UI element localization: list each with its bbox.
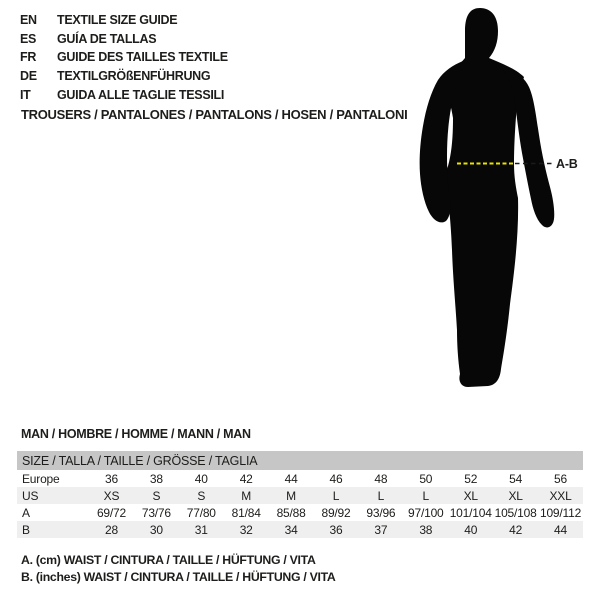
language-code: IT xyxy=(20,87,31,102)
size-cell: 85/88 xyxy=(276,505,306,520)
size-cell: 37 xyxy=(374,522,388,537)
language-row xyxy=(20,69,228,88)
size-cell: 48 xyxy=(374,471,388,486)
language-code: EN xyxy=(20,13,37,27)
table-row xyxy=(17,470,583,487)
footnote-inches: B. (inches) WAIST / CINTURA / TAILLE / HÜFTUNG / VITA xyxy=(21,569,336,584)
size-cell: 42 xyxy=(239,471,253,486)
size-cell: 54 xyxy=(509,471,523,486)
language-row xyxy=(20,88,228,107)
language-row xyxy=(20,13,228,32)
size-cell: 56 xyxy=(554,471,567,486)
size-cell: M xyxy=(286,488,296,503)
size-cell: M xyxy=(241,488,252,503)
size-cell: XL xyxy=(508,488,523,503)
size-cell: XS xyxy=(103,488,120,503)
language-code: ES xyxy=(20,31,37,46)
size-cell: L xyxy=(377,488,385,503)
size-cell: 81/84 xyxy=(231,505,261,520)
size-table xyxy=(17,451,583,538)
size-cell: L xyxy=(422,488,430,503)
size-cell: 46 xyxy=(329,471,343,486)
row-label: US xyxy=(22,488,39,503)
language-title: TEXTILE SIZE GUIDE xyxy=(57,13,178,27)
size-cell: 105/108 xyxy=(494,505,537,520)
size-cell: 40 xyxy=(194,471,208,486)
table-row xyxy=(17,487,583,504)
table-row xyxy=(17,504,583,521)
size-cell: 34 xyxy=(284,522,298,537)
size-cell: 32 xyxy=(239,522,253,537)
row-label: A xyxy=(22,505,30,520)
size-cell: 73/76 xyxy=(141,505,171,520)
category-title: TROUSERS / PANTALONES / PANTALONS / HOSEN / PANTALONI xyxy=(21,107,408,122)
size-cell: 93/96 xyxy=(366,505,396,520)
size-cell: 30 xyxy=(149,522,163,537)
language-title: GUÍA DE TALLAS xyxy=(57,31,157,46)
measure-label-ab: A-B xyxy=(556,157,578,171)
language-title: GUIDA ALLE TAGLIE TESSILI xyxy=(57,87,225,102)
size-cell: 42 xyxy=(509,522,523,537)
size-cell: XXL xyxy=(549,488,572,503)
language-title: TEXTILGRÖßENFÜHRUNG xyxy=(57,69,211,84)
size-cell: 101/104 xyxy=(449,505,492,520)
row-label: B xyxy=(22,522,30,537)
gender-heading: MAN / HOMBRE / HOMME / MANN / MAN xyxy=(21,427,251,441)
size-cell: 31 xyxy=(194,522,208,537)
row-label: Europe xyxy=(22,471,60,486)
footnotes xyxy=(21,552,336,585)
language-code: DE xyxy=(20,69,37,84)
size-cell: 109/112 xyxy=(539,505,582,520)
size-cell: 38 xyxy=(419,522,433,537)
size-cell: 36 xyxy=(104,471,118,486)
size-cell: 69/72 xyxy=(96,505,126,520)
size-cell: S xyxy=(152,488,161,503)
size-cell: XL xyxy=(463,488,478,503)
size-cell: 97/100 xyxy=(408,505,444,520)
size-cell: 28 xyxy=(104,522,118,537)
language-row xyxy=(20,50,228,69)
language-code: FR xyxy=(20,50,37,65)
size-cell: 50 xyxy=(419,471,433,486)
size-cell: 36 xyxy=(329,522,343,537)
size-cell: 52 xyxy=(464,471,478,486)
language-list xyxy=(20,13,228,106)
size-cell: 44 xyxy=(554,522,567,537)
language-title: GUIDE DES TAILLES TEXTILE xyxy=(57,50,228,65)
table-row xyxy=(17,521,583,538)
footnote-cm: A. (cm) WAIST / CINTURA / TAILLE / HÜFTUNG / VITA xyxy=(21,553,316,567)
size-cell: 77/80 xyxy=(186,505,216,520)
size-cell: 44 xyxy=(284,471,298,486)
size-cell: 40 xyxy=(464,522,478,537)
language-row xyxy=(20,32,228,51)
size-cell: L xyxy=(332,488,340,503)
table-header-label: SIZE / TALLA / TAILLE / GRÖSSE / TAGLIA xyxy=(17,451,583,470)
man-body-shape xyxy=(440,8,524,387)
size-cell: S xyxy=(197,488,206,503)
table-header-row xyxy=(17,451,583,470)
man-silhouette-figure xyxy=(405,4,565,396)
size-cell: 38 xyxy=(149,471,163,486)
size-cell: 89/92 xyxy=(321,505,351,520)
